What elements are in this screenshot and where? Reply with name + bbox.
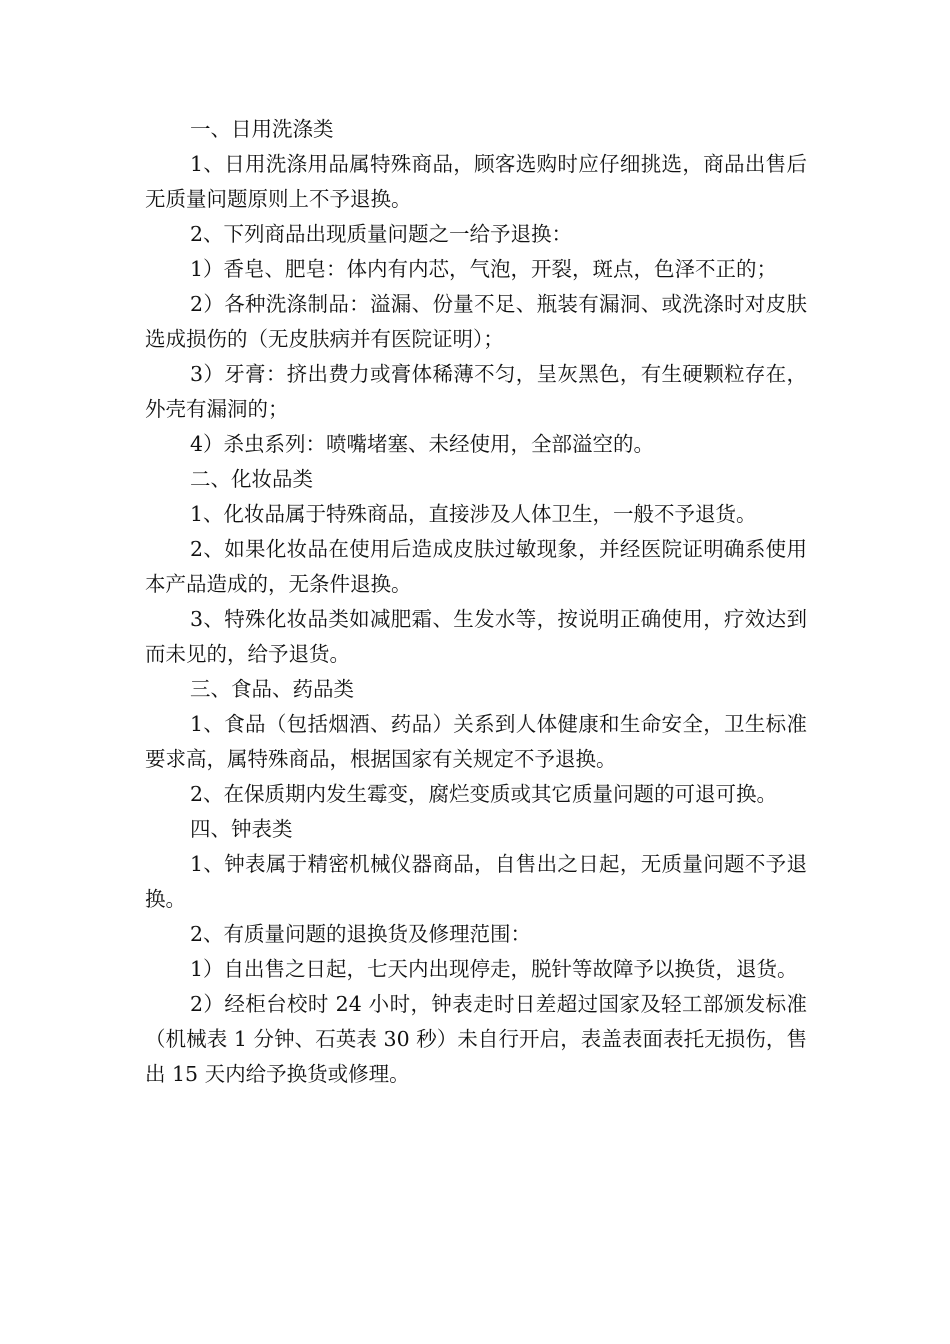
paragraph: 2、如果化妆品在使用后造成皮肤过敏现象，并经医院证明确系使用本产品造成的，无条件退换。 — [145, 537, 807, 596]
section-heading-daily-detergents: 一、日用洗涤类 — [190, 117, 334, 141]
paragraph: 2、有质量问题的退换货及修理范围： — [190, 922, 532, 946]
paragraph: 1、日用洗涤用品属特殊商品，顾客选购时应仔细挑选，商品出售后无质量问题原则上不予退换。 — [145, 152, 807, 211]
paragraph: 1、食品（包括烟酒、药品）关系到人体健康和生命安全，卫生标准要求高，属特殊商品，根据国家有关规定不予退换。 — [145, 712, 807, 771]
paragraph: 1、钟表属于精密机械仪器商品，自售出之日起，无质量问题不予退换。 — [145, 852, 807, 911]
paragraph: 2、在保质期内发生霉变，腐烂变质或其它质量问题的可退可换。 — [190, 782, 778, 806]
paragraph: 2、下列商品出现质量问题之一给予退换： — [190, 222, 573, 246]
list-item: 4）杀虫系列：喷嘴堵塞、未经使用，全部溢空的。 — [190, 432, 655, 456]
paragraph: 1、化妆品属于特殊商品，直接涉及人体卫生，一般不予退货。 — [190, 502, 757, 526]
document-body — [145, 112, 807, 1092]
section-heading-watches-clocks: 四、钟表类 — [190, 817, 293, 841]
section-heading-food-medicine: 三、食品、药品类 — [190, 677, 354, 701]
section-heading-cosmetics: 二、化妆品类 — [190, 467, 313, 491]
paragraph: 3、特殊化妆品类如减肥霜、生发水等，按说明正确使用，疗效达到而未见的，给予退货。 — [145, 607, 807, 666]
list-item: 3）牙膏：挤出费力或膏体稀薄不匀，呈灰黑色，有生硬颗粒存在，外壳有漏洞的； — [145, 362, 807, 421]
list-item: 2）经柜台校时 24 小时，钟表走时日差超过国家及轻工部颁发标准（机械表 1 分钟、石英表 30 秒）未自行开启，表盖表面表托无损伤，售出 15 天内给予换货或修理。 — [145, 992, 807, 1086]
list-item: 1）香皂、肥皂：体内有内芯，气泡，开裂，斑点，色泽不正的； — [190, 257, 778, 281]
list-item: 1）自出售之日起，七天内出现停走，脱针等故障予以换货，退货。 — [190, 957, 798, 981]
list-item: 2）各种洗涤制品：溢漏、份量不足、瓶装有漏洞、或洗涤时对皮肤选成损伤的（无皮肤病并有医院证明）； — [145, 292, 807, 351]
